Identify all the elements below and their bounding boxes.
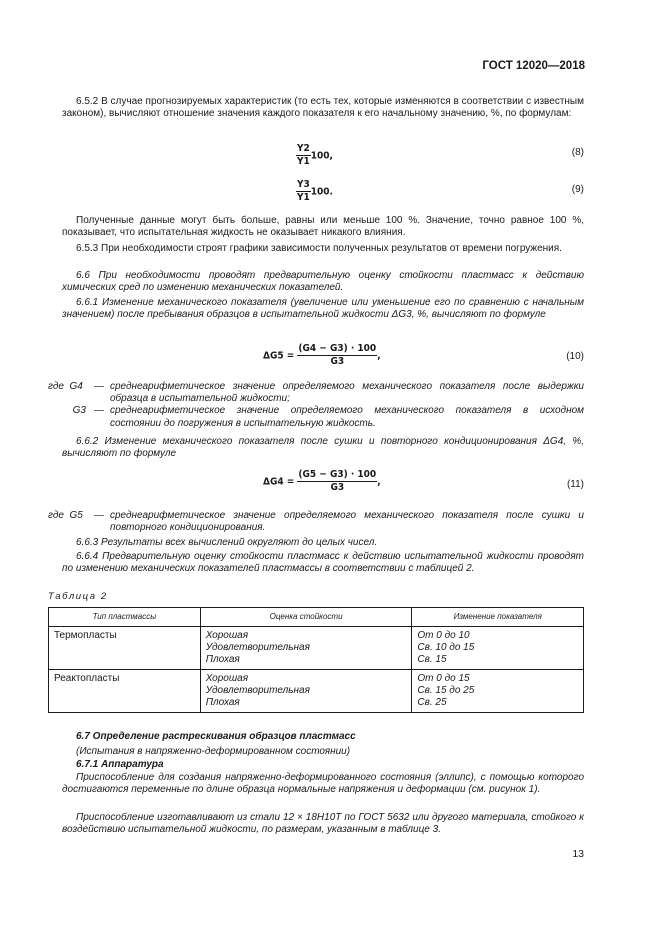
equation-number-9: (9) (571, 184, 584, 195)
rating-satisfactory: Удовлетворительная (205, 684, 310, 696)
definition-g5-text: среднеарифметическое значение определяемого механического показателя после сушки и повторного кондиционирования. (110, 510, 584, 534)
header-property-change: Изменение показателя (412, 608, 584, 627)
formula-10-numerator: (G4 − G3) · 100 (297, 343, 377, 356)
header-plastic-type: Тип пластмассы (49, 608, 201, 627)
formula-8-numerator: Y2 (296, 143, 311, 156)
cell-changes (412, 627, 584, 670)
rating-good: Хорошая (205, 630, 249, 641)
definition-g3-text: среднеарифметическое значение определяемого механического показателя в исходном состоянии до погружения в испытательную жидкость. (110, 405, 584, 429)
definitions-list-1 (48, 381, 584, 430)
formula-10 (263, 343, 381, 368)
table-header-row (49, 608, 584, 627)
standard-header: ГОСТ 12020—2018 (482, 60, 585, 72)
table-2 (48, 607, 584, 713)
cell-type: Термопласты (49, 627, 201, 670)
symbol-g4: G4 (69, 381, 83, 392)
equation-number-10: (10) (566, 351, 584, 362)
formula-11-numerator: (G5 − G3) · 100 (297, 469, 377, 482)
change-poor: Св. 15 (417, 653, 447, 665)
header-resistance-rating: Оценка стойкости (200, 608, 412, 627)
paragraph-6-7-1-a: Приспособление для создания напряженно-деформированного состояния (эллипс), с помощью которого достигаются переменные по длине образца нормальные напряжения и деформации (см. рисунок 1). (62, 772, 584, 796)
table-row (49, 627, 584, 670)
symbol-g5: G5 (69, 510, 83, 521)
change-satisfactory: Св. 15 до 25 (417, 684, 475, 696)
where-label-2: где (48, 510, 64, 521)
formula-11-denominator: G3 (330, 482, 345, 494)
paragraph-6-7-1-b: Приспособление изготавливают из стали 12 × 18Н10Т по ГОСТ 5632 или другого материала, стойкого к воздействию испытательной жидкости, по размерам, указанным в таблице 3. (62, 812, 584, 836)
paragraph-6-6-3: 6.6.3 Результаты всех вычислений округляют до целых чисел. (76, 537, 378, 548)
paragraph-6-5-3: 6.5.3 При необходимости строят графики зависимости полученных результатов от времени погружения. (76, 243, 562, 254)
formula-11-tail: , (377, 476, 381, 488)
rating-good: Хорошая (205, 673, 249, 684)
symbol-g3: G3 (72, 405, 86, 417)
definition-g4-text: среднеарифметическое значение определяемого механического показателя после выдержки образца в испытательной жидкости; (110, 381, 584, 405)
formula-9 (296, 179, 333, 204)
paragraph-6-6-1: 6.6.1 Изменение механического показателя (увеличение или уменьшение его по сравнению с начальным значением) после пребывания образцов в испытательной жидкости ΔG3, %, вычисляют по формуле (62, 297, 584, 321)
paragraph-6-6-4: 6.6.4 Предварительную оценку стойкости пластмасс к действию испытательной жидкости проводят по изменению механических показателей пластмассы в соответствии с таблицей 2. (62, 551, 584, 575)
formula-10-lhs: ΔG5 = (263, 350, 295, 362)
section-6-7-heading: 6.7 Определение растрескивания образцов пластмасс (76, 731, 356, 742)
cell-ratings (200, 670, 412, 713)
formula-10-denominator: G3 (330, 356, 345, 368)
definition-g3: G3 — среднеарифметическое значение определяемого механического показателя в исходном состоянии до погружения в испытательную жидкость. (48, 405, 584, 429)
paragraph-6-6: 6.6 При необходимости проводят предварительную оценку стойкости пластмасс к действию химических сред по изменению механических показателей. (62, 270, 584, 294)
formula-10-tail: , (377, 350, 381, 362)
section-6-7-subtitle: (Испытания в напряженно-деформированном состоянии) (76, 746, 351, 757)
formula-8-tail: 100, (310, 150, 333, 162)
equation-number-11: (11) (566, 479, 584, 490)
equation-number-8: (8) (571, 147, 584, 158)
rating-satisfactory: Удовлетворительная (205, 641, 310, 653)
where-label: где (48, 381, 64, 392)
cell-changes (412, 670, 584, 713)
formula-11 (263, 469, 381, 494)
rating-poor: Плохая (205, 696, 240, 708)
section-6-7-1-heading: 6.7.1 Аппаратура (76, 759, 164, 770)
definitions-list-2 (48, 510, 584, 534)
rating-poor: Плохая (205, 653, 240, 665)
change-poor: Св. 25 (417, 696, 447, 708)
formula-11-lhs: ΔG4 = (263, 476, 295, 488)
paragraph-6-5-2: 6.5.2 В случае прогнозируемых характеристик (то есть тех, которые изменяются в соответствии с известным законом), вычисляют отношение значения каждого показателя к его начальному значению, %, по формулам: (62, 96, 584, 120)
formula-9-tail: 100. (310, 186, 333, 198)
paragraph-6-6-2: 6.6.2 Изменение механического показателя после сушки и повторного кондиционирования ΔG4, %, вычисляют по формуле (62, 436, 584, 460)
formula-8-denominator: Y1 (297, 156, 310, 168)
definition-g4: где G4 — среднеарифметическое значение определяемого механического показателя после выдержки образца в испытательной жидкости; (48, 381, 584, 405)
cell-ratings (200, 627, 412, 670)
change-satisfactory: Св. 10 до 15 (417, 641, 475, 653)
cell-type: Реактопласты (49, 670, 201, 713)
formula-9-numerator: Y3 (296, 179, 311, 192)
change-good: От 0 до 15 (417, 673, 470, 684)
definition-g5: где G5 — среднеарифметическое значение определяемого механического показателя после сушки и повторного кондиционирования. (48, 510, 584, 534)
table-2-caption: Таблица 2 (48, 591, 108, 602)
page-number: 13 (572, 848, 584, 860)
formula-9-denominator: Y1 (297, 192, 310, 204)
formula-8 (296, 143, 333, 168)
change-good: От 0 до 10 (417, 630, 470, 641)
paragraph-result: Полученные данные могут быть больше, равны или меньше 100 %. Значение, точно равное 100 %, показывает, что испытательная жидкость не оказывает никакого влияния. (62, 215, 584, 239)
table-row (49, 670, 584, 713)
